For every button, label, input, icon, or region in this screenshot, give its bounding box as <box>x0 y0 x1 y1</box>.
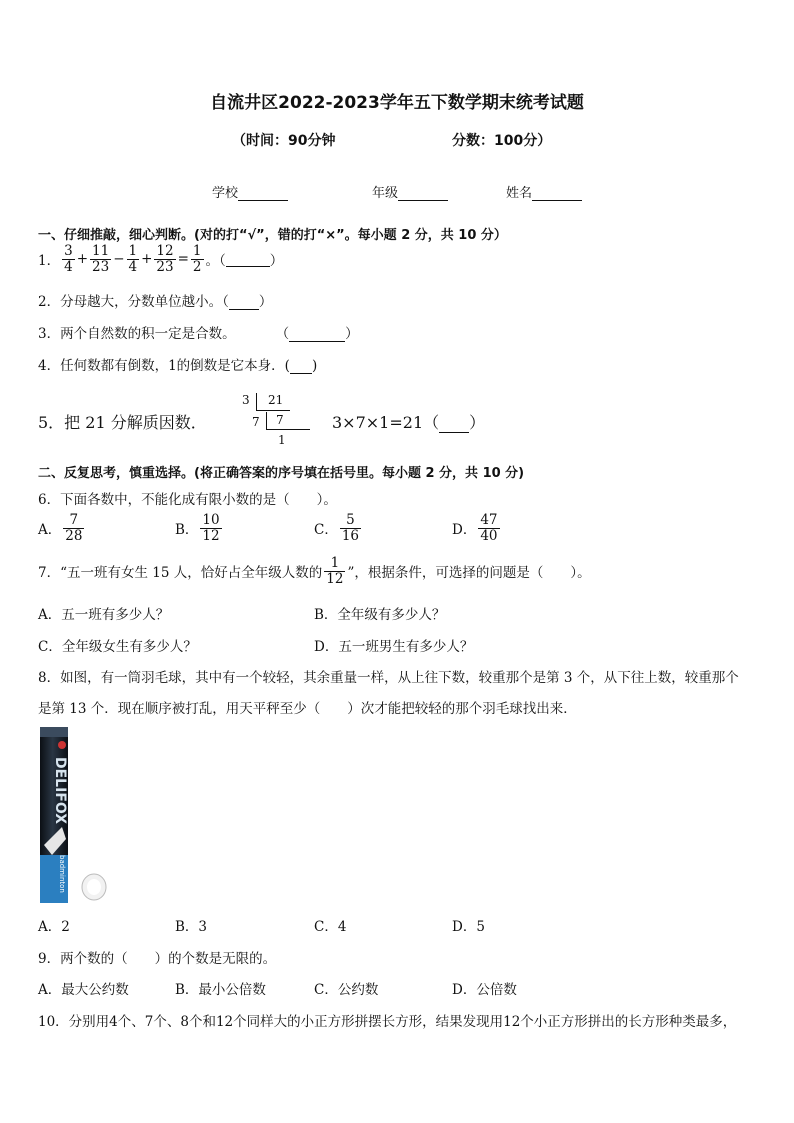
time-info: （时间：90分钟 <box>232 133 336 149</box>
question-8-line-2: 是第 13 个．现在顺序被打乱，用天平秤至少（ ）次才能把较轻的那个羽毛球找出来． <box>38 701 577 717</box>
grade-label: 年级 <box>372 186 399 201</box>
q7-option-b[interactable]: B．全年级有多少人？ <box>314 607 446 623</box>
q5-quotient-7: 7 <box>276 413 284 427</box>
q5-division-diagram <box>242 393 312 449</box>
school-field <box>212 182 288 201</box>
question-7: 7．“五一班有女生 15 人，恰好占全年级人数的 $\frac{1}{12}$ ”，根据条件，可选择的问题是（ ）。 <box>38 555 591 587</box>
q5-divisor-3: 3 <box>242 393 250 407</box>
school-label: 学校 <box>212 186 239 201</box>
question-4: 4．任何数都有倒数，1的倒数是它本身．( ) <box>38 358 318 374</box>
q5-divisor-7: 7 <box>252 415 260 429</box>
question-6: 6．下面各数中，不能化成有限小数的是（ ）。 <box>38 492 337 508</box>
q1-frac-3: $\frac{1}{4}$ <box>128 243 138 275</box>
grade-blank[interactable] <box>398 186 448 201</box>
q3-answer-blank[interactable] <box>289 327 345 342</box>
name-label: 姓名 <box>506 186 533 201</box>
q1-answer-blank[interactable] <box>226 252 270 267</box>
q9-option-d[interactable]: D．公倍数 <box>452 982 517 998</box>
q4-answer-blank[interactable] <box>290 359 312 374</box>
question-10: 10．分别用4个、7个、8个和12个同样大的小正方形拼摆长方形，结果发现用12个小正方形拼出的长方形种类最多， <box>38 1014 737 1030</box>
q6-option-c[interactable]: C． $\frac{5}{16}$ <box>314 512 360 544</box>
q1-frac-5: $\frac{1}{2}$ <box>192 243 202 275</box>
q1-tail: 。（ <box>205 253 226 270</box>
q1-op: − <box>113 251 125 268</box>
q1-number: 1． <box>38 253 61 270</box>
question-5: 5．把 21 分解质因数． <box>38 413 207 432</box>
q9-option-a[interactable]: A．最大公约数 <box>38 982 129 998</box>
q1-frac-2: $\frac{11}{23}$ <box>92 243 110 275</box>
q5-dividend-21: 21 <box>268 393 284 407</box>
q5-answer-blank[interactable] <box>439 416 469 433</box>
q1-op: = <box>177 251 189 268</box>
q9-option-b[interactable]: B．最小公倍数 <box>175 982 266 998</box>
q8-option-a[interactable]: A．2 <box>38 919 70 935</box>
tube-brand: DELIFOX <box>52 757 68 825</box>
question-2: 2．分母越大，分数单位越小。（ ） <box>38 294 273 310</box>
q6-option-d[interactable]: D． $\frac{47}{40}$ <box>452 512 498 544</box>
name-blank[interactable] <box>532 186 582 201</box>
q7-option-d[interactable]: D．五一班男生有多少人？ <box>314 639 474 655</box>
question-9: 9．两个数的（ ）的个数是无限的。 <box>38 951 277 967</box>
q1-op: + <box>141 251 153 268</box>
page-title: 自流井区2022-2023学年五下数学期末统考试题 <box>210 93 584 113</box>
grade-field <box>372 182 448 201</box>
q1-frac-4: $\frac{12}{23}$ <box>156 243 174 275</box>
shuttlecock-tube-image <box>38 727 88 903</box>
tube-subtitle: badminton <box>58 855 66 893</box>
q7-option-c[interactable]: C．全年级女生有多少人？ <box>38 639 197 655</box>
score-info: 分数：100分） <box>452 133 552 149</box>
q7-option-a[interactable]: A．五一班有多少人？ <box>38 607 170 623</box>
question-3: 3．两个自然数的积一定是合数。 （ ） <box>38 326 359 342</box>
q8-option-c[interactable]: C．4 <box>314 919 347 935</box>
q8-option-b[interactable]: B．3 <box>175 919 208 935</box>
q5-result-1: 1 <box>278 433 286 447</box>
section-2-heading: 二、反复思考，慎重选择。(将正确答案的序号填在括号里。每小题 2 分，共 10 分) <box>38 466 525 481</box>
school-blank[interactable] <box>238 186 288 201</box>
q6-option-b[interactable]: B． $\frac{10}{12}$ <box>175 512 220 544</box>
question-8-line-1: 8．如图，有一筒羽毛球，其中有一个较轻，其余重量一样，从上往下数，较重那个是第 3 个，从下往上数，较重那个 <box>38 670 739 686</box>
q1-frac-1: $\frac{3}{4}$ <box>64 243 73 275</box>
name-field <box>506 182 582 201</box>
q9-option-c[interactable]: C．公约数 <box>314 982 379 998</box>
q5-equation: 3×7×1=21（ ） <box>332 413 486 432</box>
q2-answer-blank[interactable] <box>229 295 259 310</box>
section-1-heading: 一、仔细推敲，细心判断。(对的打“√”，错的打“×”。每小题 2 分，共 10 分） <box>38 228 507 243</box>
q6-option-a[interactable]: A． $\frac{7}{28}$ <box>38 512 83 544</box>
question-1: 1． $\frac{3}{4}$ + $\frac{11}{23}$ − $\frac{1}{4}$ + $\frac{12}{23}$ = $\frac{1}{2}$ 。（ ） <box>38 243 284 275</box>
q8-option-d[interactable]: D．5 <box>452 919 485 935</box>
q1-op: + <box>76 251 88 268</box>
